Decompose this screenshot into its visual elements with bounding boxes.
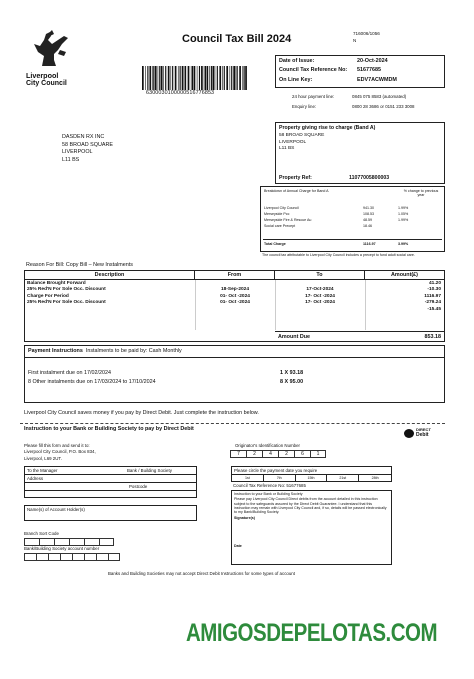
dd-title: Instruction to your Bank or Building Society to pay by Direct Debit [24,426,194,432]
barcode-bar [188,66,190,90]
account-number-box[interactable] [60,553,72,561]
payment-date-box[interactable] [231,466,392,482]
charge-description: 25% Red'N For Sole Occ. Discount [27,287,106,293]
charge-from [195,307,275,313]
col-header-amount: Amount(£) [391,272,418,278]
barcode-bar [175,66,177,90]
account-number-box[interactable] [96,553,108,561]
barcode-bar [215,66,216,90]
account-number-boxes[interactable] [24,553,120,561]
payment-line-value: 0845 075 8583 (automated) [352,94,407,99]
barcode-bar [233,66,235,90]
charge-description: Charge For Period [27,293,69,299]
account-number-box[interactable] [84,553,96,561]
barcode-bar [168,66,170,90]
property-title: Property giving rise to charge (Band A) [279,125,376,131]
barcode-bar [230,66,231,90]
barcode-number: 6300030100000516776853 [146,90,215,96]
barcode-bar [239,66,241,90]
property-line: LIVERPOOL [279,139,307,145]
charge-row [25,307,444,313]
dd-send-line: Please fill this form and send it to: [24,443,90,448]
payment-line-label: 24 hour payment line: [292,94,335,99]
top-reference: 716006/1056 [353,31,380,36]
direct-debit-logo [404,428,444,440]
barcode-bar [224,66,225,90]
barcode-bar [158,66,159,90]
breakdown-name: Social care Precept [264,223,296,228]
sort-code-box[interactable] [84,538,99,546]
dd-reference-line: Council Tax Reference No: 51677685 [233,483,306,488]
charge-to [275,307,365,313]
breakdown-name: Merseyside Fire & Rescue Au [264,217,312,222]
other-instalments-value: 8 X 95.00 [280,379,304,385]
barcode-bar [185,66,186,90]
charge-to: 17- Oct -2024 [305,300,335,306]
barcode-bar [172,66,173,90]
payment-subtitle: Instalments to be paid by: Cash Monthly [85,348,182,354]
council-logo [24,30,74,88]
charge-from: 01- Oct -2024 [220,293,250,299]
charge-description: 25% Red'N For Sole Occ. Discount [27,300,106,306]
bank-instruction-box[interactable] [231,490,392,565]
instruction-title: Instruction to your Bank or Building Society [234,492,303,496]
postcode-label: Postcode [25,483,196,491]
barcode-bar [145,66,146,90]
barcode [142,66,250,90]
breakdown-value: 941.30 [363,205,374,210]
total-label: Total Charge [264,242,286,246]
liver-bird-icon [24,30,74,70]
council-ref-label: Council Tax Reference No: [279,67,348,74]
barcode-bar [194,66,196,90]
barcode-bar [209,66,210,90]
sort-code-box[interactable] [69,538,84,546]
breakdown-pct: 1.05% [398,211,409,216]
enquiry-line-label: Enquiry line: [292,104,317,109]
dd-footer: Banks and Building Societies may not accept Direct Debit Instructions for some types of account [108,571,295,576]
barcode-bar [197,66,198,90]
col-header-from: From [195,271,275,279]
barcode-bar [163,66,164,90]
breakdown-box [260,186,445,252]
barcode-bar [152,66,153,90]
sort-code-boxes[interactable] [24,538,114,546]
bill-title: Council Tax Bill 2024 [182,33,292,45]
payment-date-option[interactable]: 1st [232,475,264,482]
account-holder-field[interactable] [24,505,197,521]
charge-to: 17-Oct-2024 [306,287,334,293]
address-field-label: Address [25,475,196,483]
originator-id-boxes [230,450,326,458]
direct-debit-note: Liverpool City Council saves money if you pay by Direct Debit. Just complete the instruction below. [24,410,259,416]
payment-instructions-box [24,345,445,403]
address-line: L11 BS [62,156,80,163]
originator-digit: 7 [230,450,246,458]
issue-date-value: 20-Oct-2024 [357,58,388,64]
enquiry-line-value: 0800 28 3686 or 0151 233 3008 [352,104,415,109]
payment-date-option[interactable]: 21st [327,475,359,482]
address-line: DASDEN RX INC [62,134,105,140]
amount-due-value: 853.18 [424,334,441,340]
property-line: L11 BS [279,146,295,152]
dd-logo-bottom: Debit [416,432,429,438]
holder-label: Name(s) of Account Holder(s) [27,507,85,512]
charge-rows [25,280,444,313]
charge-amount: -10.30 [427,287,441,293]
sort-code-box[interactable] [24,538,39,546]
barcode-bar [226,66,228,90]
barcode-bar [237,66,238,90]
charge-amount: -15.45 [427,306,441,312]
barcode-bar [211,66,212,90]
account-number-box[interactable] [108,553,120,561]
barcode-bar [155,66,157,90]
barcode-bar [204,66,205,90]
other-instalments-label: 8 Other instalments due on 17/03/2024 to 17/10/2024 [28,379,156,385]
to-manager-label: To the Manager [27,468,58,473]
issue-date-label: Date of Issue: [279,58,315,64]
bank-label: Bank / Building Society [127,468,172,473]
account-number-box[interactable] [36,553,48,561]
barcode-bar [149,66,151,90]
sort-code-label: Branch Sort Code [24,531,59,536]
barcode-bar [178,66,179,90]
barcode-bar [207,66,209,90]
date-field-label: Date [234,544,242,548]
instruction-text: Please pay Liverpool City Council Direct debits from the account detailed in this instruction subject to the safeguards assured by the Direct Debit Guarantee. I understand that this instruction may remain with Liverpool City Council and, if so, details will be passed electronically to my Bank/Building Society. [234,497,387,514]
circle-date-label: Please circle the payment date you require [232,467,391,475]
charge-amount: 1116.97 [424,293,441,299]
account-number-box[interactable] [48,553,60,561]
barcode-bar [217,66,218,90]
originator-digit: 2 [278,450,294,458]
sort-code-box[interactable] [54,538,69,546]
logo-line2: City Council [26,80,67,87]
breakdown-pct: 1.99% [398,217,409,222]
barcode-bar [219,66,221,90]
dd-send-line: Liverpool, L69 2UT. [24,455,62,461]
logo-line1: Liverpool [26,71,59,80]
col-header-to: To [275,271,365,279]
barcode-bar [205,66,206,90]
charge-description: Balance Brought Forward [27,281,86,286]
charges-table [24,270,445,342]
barcode-bar [182,66,184,90]
sort-code-box[interactable] [99,538,114,546]
breakdown-value: 108.53 [363,211,374,216]
address-line: LIVERPOOL [62,149,93,156]
breakdown-name: Merseyside Pcc [264,211,290,216]
barcode-bar [184,66,185,90]
barcode-bar [236,66,237,90]
payment-title: Payment Instructions [28,348,83,354]
breakdown-name: Liverpool City Council [264,205,299,210]
barcode-bar [192,66,193,90]
barcode-bar [159,66,160,90]
first-instalment-value: 1 X 93.18 [280,370,304,376]
pct-header: % change to previous year [403,189,439,198]
barcode-bar [245,66,247,90]
account-number-box[interactable] [24,553,36,561]
property-line: 58 BROAD SQUARE [279,133,325,139]
property-ref-label: Property Ref: [279,175,312,181]
breakdown-rows [264,205,441,229]
breakdown-value: 48.59 [363,217,372,222]
bank-details-box[interactable] [24,466,197,498]
barcode-bar [147,66,148,90]
barcode-bar [165,66,166,90]
payment-date-option[interactable]: 28th [371,476,379,480]
council-ref-value: 51677685 [357,67,381,74]
barcode-bar [244,66,245,90]
originator-digit: 2 [246,450,262,458]
charge-amount: 41.20 [428,281,441,286]
breakdown-note: The council tax attributable to Liverpool City Council includes a precept to fund adult social care. [262,253,415,257]
originator-label: Originator's Identification Number [235,443,301,448]
barcode-bar [180,66,181,90]
online-key-value: EDV7ACWMDM [357,76,397,83]
amount-due-label: Amount Due [278,334,311,340]
first-instalment-label: First instalment due on 17/02/2024 [28,370,112,376]
barcode-bar [222,66,223,90]
direct-debit-icon [404,429,414,438]
bill-reason: Reason For Bill: Copy Bill – New Instalments [26,262,133,268]
originator-digit: 6 [294,450,310,458]
dd-send-line: Liverpool City Council, P.O. Box 834, [24,449,96,455]
issue-box [275,55,445,88]
barcode-bar [171,66,172,90]
total-pct: 3.99% [398,242,409,246]
barcode-bar [231,66,232,90]
payment-date-option[interactable]: 15th [296,475,328,482]
address-line: 58 BROAD SQUARE [62,141,113,148]
top-reference-2: N [353,38,357,43]
barcode-bar [199,66,200,90]
barcode-bar [201,66,203,90]
barcode-bar [242,66,243,90]
originator-digit: 1 [310,450,326,458]
sort-code-box[interactable] [39,538,54,546]
charge-description [25,307,195,313]
account-number-box[interactable] [72,553,84,561]
dd-logo-top: DIRECT [416,427,431,432]
breakdown-value: 18.46 [363,223,372,228]
col-header-description: Description [25,271,195,279]
breakdown-pct: 1.99% [398,205,409,210]
recipient-address [62,134,113,164]
property-box [275,122,445,184]
online-key-label: On Line Key: [279,76,313,83]
signature-label: Signature(s) [234,516,255,521]
barcode-bar [142,66,144,90]
property-ref-value: 11077005800003 [349,175,390,181]
charge-from: 18-Sep-2024 [221,287,249,293]
charge-from: 01- Oct -2024 [220,300,250,306]
originator-digit: 4 [262,450,278,458]
charge-amount: -279.24 [424,300,441,306]
account-number-label: Bank/Building Society account number [24,546,100,551]
total-value: 1116.97 [363,242,376,246]
barcode-bar [212,66,214,90]
charge-to: 17- Oct -2024 [305,293,335,299]
barcode-bar [191,66,192,90]
barcode-bar [161,66,163,90]
breakdown-title: Breakdown of Annual Charge for Band A [264,189,329,193]
payment-date-option[interactable]: 7th [264,475,296,482]
watermark: AMIGOSDEPELOTAS.COM [186,619,438,647]
barcode-bar [153,66,154,90]
breakdown-row [264,223,441,229]
